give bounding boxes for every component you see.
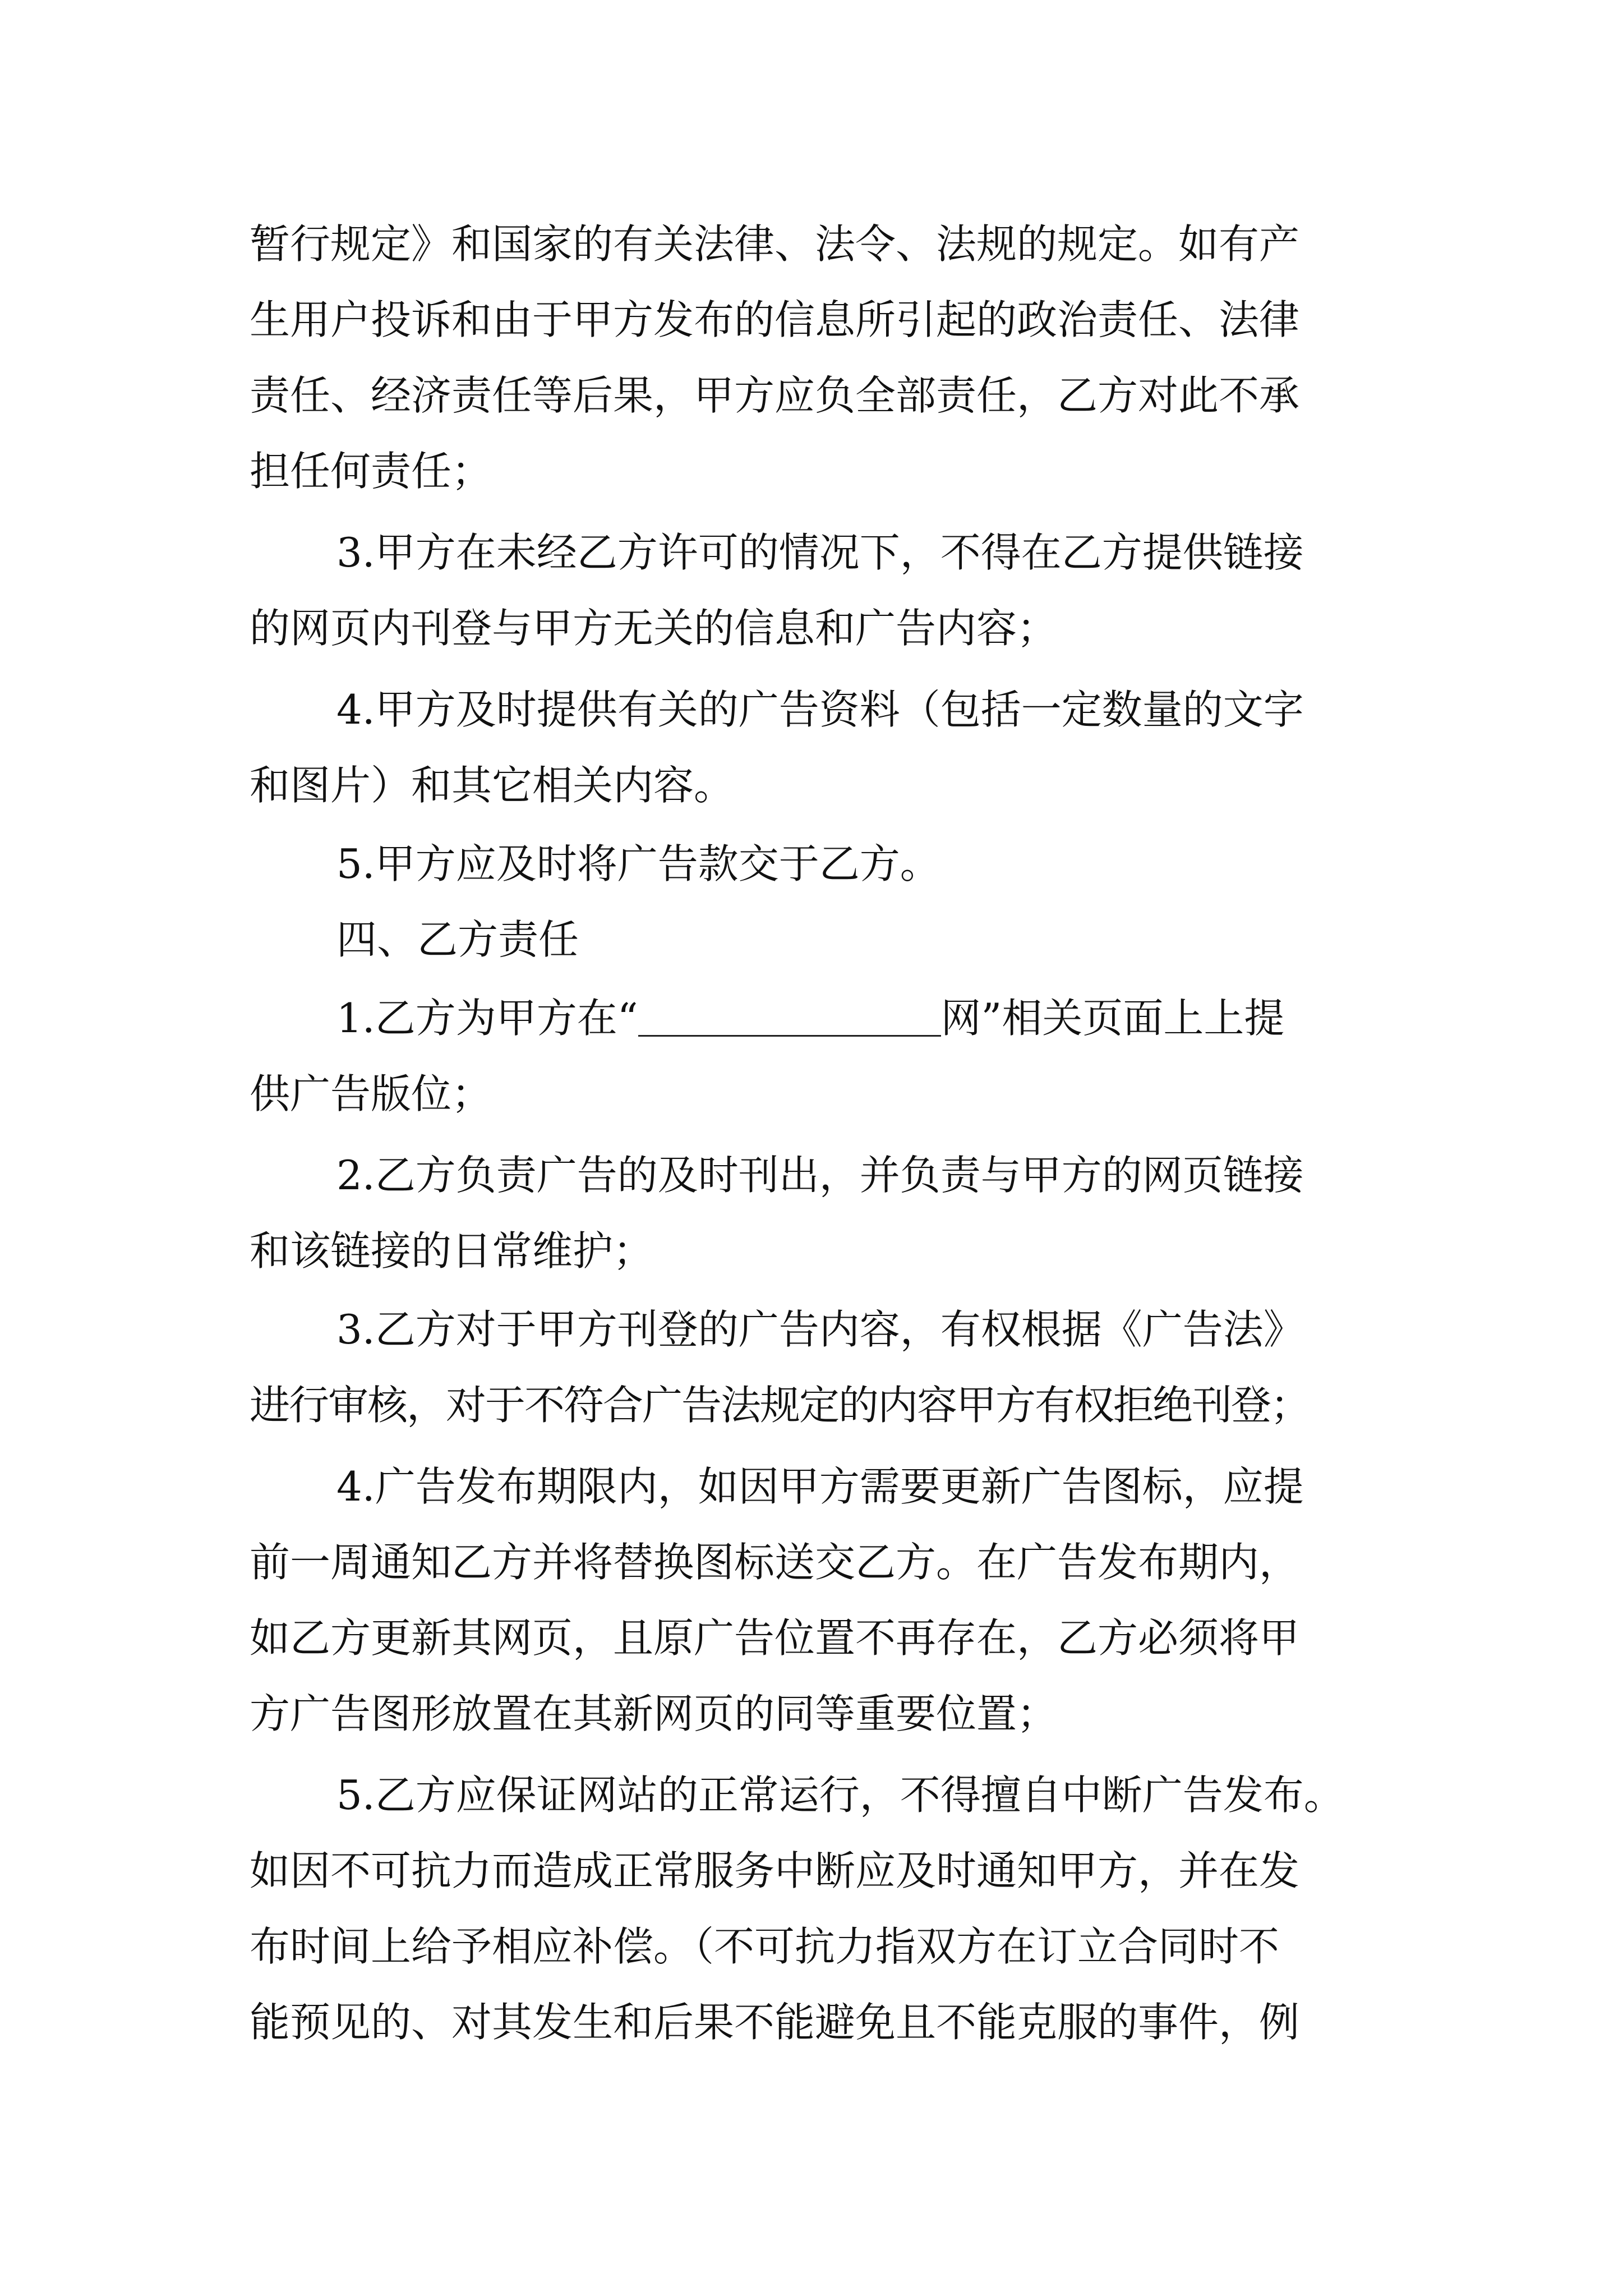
text-line: 和图片）和其它相关内容。 bbox=[250, 762, 735, 809]
text-line: 进行审核，对于不符合广告法规定的内容甲方有权拒绝刊登； bbox=[250, 1382, 1310, 1429]
text-line: 3.甲方在未经乙方许可的情况下，不得在乙方提供链接 bbox=[336, 529, 1304, 576]
text-line: 暂行规定》和国家的有关法律、法令、法规的规定。如有产 bbox=[250, 220, 1300, 268]
text-line: 前一周通知乙方并将替换图标送交乙方。在广告发布期内， bbox=[250, 1539, 1300, 1586]
text-line-with-blank bbox=[336, 979, 1284, 1057]
text-segment: 网”相关页面上上提 bbox=[940, 995, 1285, 1042]
text-line: 方广告图形放置在其新网页的同等重要位置； bbox=[250, 1690, 1058, 1737]
text-line: 如乙方更新其网页，且原广告位置不再存在，乙方必须将甲 bbox=[250, 1614, 1300, 1662]
text-segment: 1.乙方为甲方在“ bbox=[336, 995, 638, 1042]
text-line: 5.乙方应保证网站的正常运行，不得擅自中断广告发布。 bbox=[336, 1772, 1344, 1819]
text-line: 生用户投诉和由于甲方发布的信息所引起的政治责任、法律 bbox=[250, 296, 1300, 343]
fill-in-blank bbox=[638, 995, 941, 1037]
text-line: 2.乙方负责广告的及时刊出，并负责与甲方的网页链接 bbox=[336, 1152, 1304, 1199]
text-line: 如因不可抗力而造成正常服务中断应及时通知甲方，并在发 bbox=[250, 1847, 1300, 1894]
section-heading: 四、乙方责任 bbox=[336, 916, 579, 963]
text-line: 担任何责任； bbox=[250, 448, 492, 495]
text-line: 布时间上给予相应补偿。（不可抗力指双方在订立合同时不 bbox=[250, 1923, 1280, 1970]
text-line: 4.广告发布期限内，如因甲方需要更新广告图标，应提 bbox=[336, 1463, 1304, 1510]
text-line: 和该链接的日常维护； bbox=[250, 1227, 654, 1274]
text-line: 责任、经济责任等后果，甲方应负全部责任，乙方对此不承 bbox=[250, 372, 1300, 419]
text-line: 5.甲方应及时将广告款交于乙方。 bbox=[336, 840, 940, 887]
text-line: 的网页内刊登与甲方无关的信息和广告内容； bbox=[250, 605, 1058, 652]
text-line: 供广告版位； bbox=[250, 1070, 492, 1117]
text-line: 4.甲方及时提供有关的广告资料（包括一定数量的文字 bbox=[336, 686, 1304, 733]
text-line: 能预见的、对其发生和后果不能避免且不能克服的事件，例 bbox=[250, 1999, 1300, 2046]
text-line: 3.乙方对于甲方刊登的广告内容，有权根据《广告法》 bbox=[336, 1306, 1304, 1353]
